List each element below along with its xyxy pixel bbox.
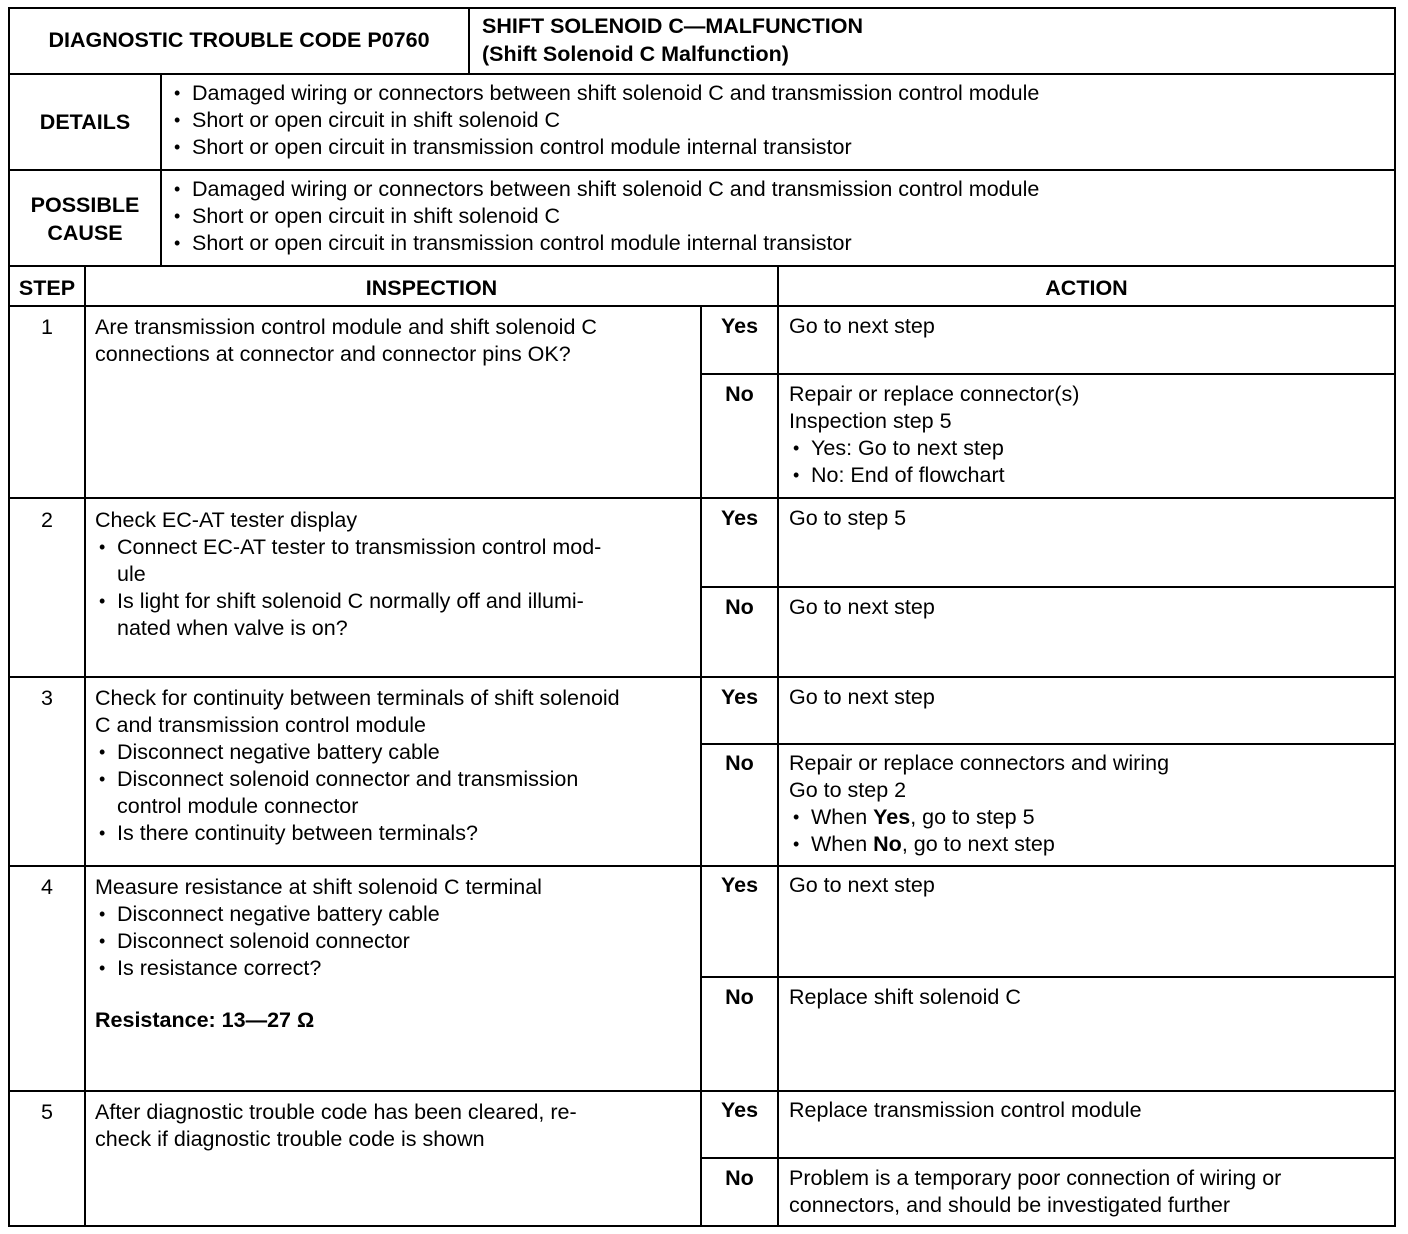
bullet-line: • Is light for shift solenoid C normally off and illumi- (117, 589, 584, 613)
details-item: • Damaged wiring or connectors between shift solenoid C and transmission control module (170, 80, 1390, 107)
yes-action: Go to next step (789, 685, 935, 709)
step-number: 3 (41, 686, 53, 710)
bullet-line: control module connector (117, 794, 359, 818)
column-header-step: STEP (18, 276, 76, 300)
inspection-bullet: • Disconnect negative battery cable (95, 901, 695, 928)
possible-cause-item: • Short or open circuit in shift solenoid C (170, 203, 1390, 230)
row-separator (8, 497, 1396, 499)
yes-label: Yes (720, 873, 759, 897)
bullet-line: • Connect EC-AT tester to transmission control mod- (117, 535, 602, 559)
no-label: No (725, 751, 754, 775)
dtc-name-line2: (Shift Solenoid C Malfunction) (482, 42, 789, 66)
possible-cause-label-line2: CAUSE (47, 221, 123, 245)
details-label: DETAILS (39, 110, 131, 134)
resistance-spec: Resistance: 13—27 Ω (95, 1008, 315, 1032)
yes-no-separator (700, 976, 1396, 978)
action-bullet: • Yes: Go to next step (789, 435, 1389, 462)
inspection-text (95, 874, 695, 982)
possible-cause-list (170, 176, 1390, 257)
text-run: , go to next step (901, 832, 1055, 856)
dtc-name-line1: SHIFT SOLENOID C—MALFUNCTION (482, 14, 864, 38)
bullet-line: • Disconnect solenoid connector and transmission (117, 767, 579, 791)
yes-label: Yes (720, 685, 759, 709)
title-divider (468, 7, 470, 75)
action-bullet: • No: End of flowchart (789, 462, 1389, 489)
inspection-line: Check EC-AT tester display (95, 508, 358, 532)
action-line: Repair or replace connector(s) (789, 382, 1080, 406)
inspection-bullet (95, 766, 695, 820)
possible-cause-label-line1: POSSIBLE (30, 193, 140, 217)
yes-action: Go to next step (789, 873, 935, 897)
yes-action: Replace transmission control module (789, 1098, 1142, 1122)
yes-no-separator (700, 586, 1396, 588)
row-separator (8, 865, 1396, 867)
column-header-action: ACTION (1045, 276, 1128, 300)
dtc-code-label: DIAGNOSTIC TROUBLE CODE P0760 (48, 28, 430, 52)
row-separator (8, 1090, 1396, 1092)
no-label: No (725, 382, 754, 406)
inspection-text (95, 314, 695, 368)
text-run: When (811, 832, 874, 856)
no-action (789, 1165, 1389, 1219)
column-header-inspection: INSPECTION (365, 276, 498, 300)
no-action: Go to next step (789, 595, 935, 619)
inspection-bullet: • Disconnect negative battery cable (95, 739, 695, 766)
bold-run: Yes (873, 805, 911, 829)
no-action (789, 381, 1389, 489)
possible-cause-item: • Damaged wiring or connectors between shift solenoid C and transmission control module (170, 176, 1390, 203)
yes-label: Yes (720, 506, 759, 530)
yes-label: Yes (720, 314, 759, 338)
yes-no-separator (700, 1157, 1396, 1159)
inspection-text (95, 507, 695, 642)
inspection-line: C and transmission control module (95, 713, 427, 737)
no-label: No (725, 595, 754, 619)
action-line: Go to step 2 (789, 778, 907, 802)
inspection-bullet: • Disconnect solenoid connector (95, 928, 695, 955)
row-separator (8, 676, 1396, 678)
inspection-line: check if diagnostic trouble code is shown (95, 1127, 485, 1151)
action-bullet (789, 804, 1389, 831)
no-label: No (725, 985, 754, 1009)
inspection-bullet: • Is resistance correct? (95, 955, 695, 982)
action-line: Inspection step 5 (789, 409, 952, 433)
col-divider-step (84, 265, 86, 1227)
no-action (789, 750, 1389, 858)
text-run: , go to step 5 (910, 805, 1035, 829)
inspection-line: connections at connector and connector pins OK? (95, 342, 571, 366)
yes-no-separator (700, 743, 1396, 745)
bullet-line: ule (117, 562, 146, 586)
step-number: 4 (41, 875, 53, 899)
inspection-line: After diagnostic trouble code has been cleared, re- (95, 1100, 577, 1124)
details-item: • Short or open circuit in shift solenoid C (170, 107, 1390, 134)
possible-cause-divider (160, 169, 162, 267)
yes-no-separator (700, 373, 1396, 375)
yes-action: Go to step 5 (789, 506, 907, 530)
inspection-bullet (95, 588, 695, 642)
no-label: No (725, 1166, 754, 1190)
no-action: Replace shift solenoid C (789, 985, 1021, 1009)
bullet-line: nated when valve is on? (117, 616, 348, 640)
inspection-line: Are transmission control module and shift solenoid C (95, 315, 597, 339)
details-item: • Short or open circuit in transmission control module internal transistor (170, 134, 1390, 161)
row-separator (8, 305, 1396, 307)
bold-run: No (873, 832, 902, 856)
yes-label: Yes (720, 1098, 759, 1122)
col-divider-action (777, 265, 779, 1227)
possible-cause-item: • Short or open circuit in transmission control module internal transistor (170, 230, 1390, 257)
inspection-bullet: • Is there continuity between terminals? (95, 820, 695, 847)
step-number: 2 (41, 508, 53, 532)
step-number: 1 (41, 315, 53, 339)
inspection-text (95, 1099, 695, 1153)
yes-action: Go to next step (789, 314, 935, 338)
inspection-text (95, 685, 695, 847)
action-bullet (789, 831, 1389, 858)
inspection-line: Check for continuity between terminals of shift solenoid (95, 686, 620, 710)
step-number: 5 (41, 1100, 53, 1124)
action-line: Repair or replace connectors and wiring (789, 751, 1170, 775)
text-run: When (811, 805, 874, 829)
inspection-bullet (95, 534, 695, 588)
action-line: Problem is a temporary poor connection of wiring or (789, 1166, 1282, 1190)
inspection-line: Measure resistance at shift solenoid C terminal (95, 875, 542, 899)
details-list (170, 80, 1390, 161)
details-divider (160, 73, 162, 171)
action-line: connectors, and should be investigated further (789, 1193, 1231, 1217)
